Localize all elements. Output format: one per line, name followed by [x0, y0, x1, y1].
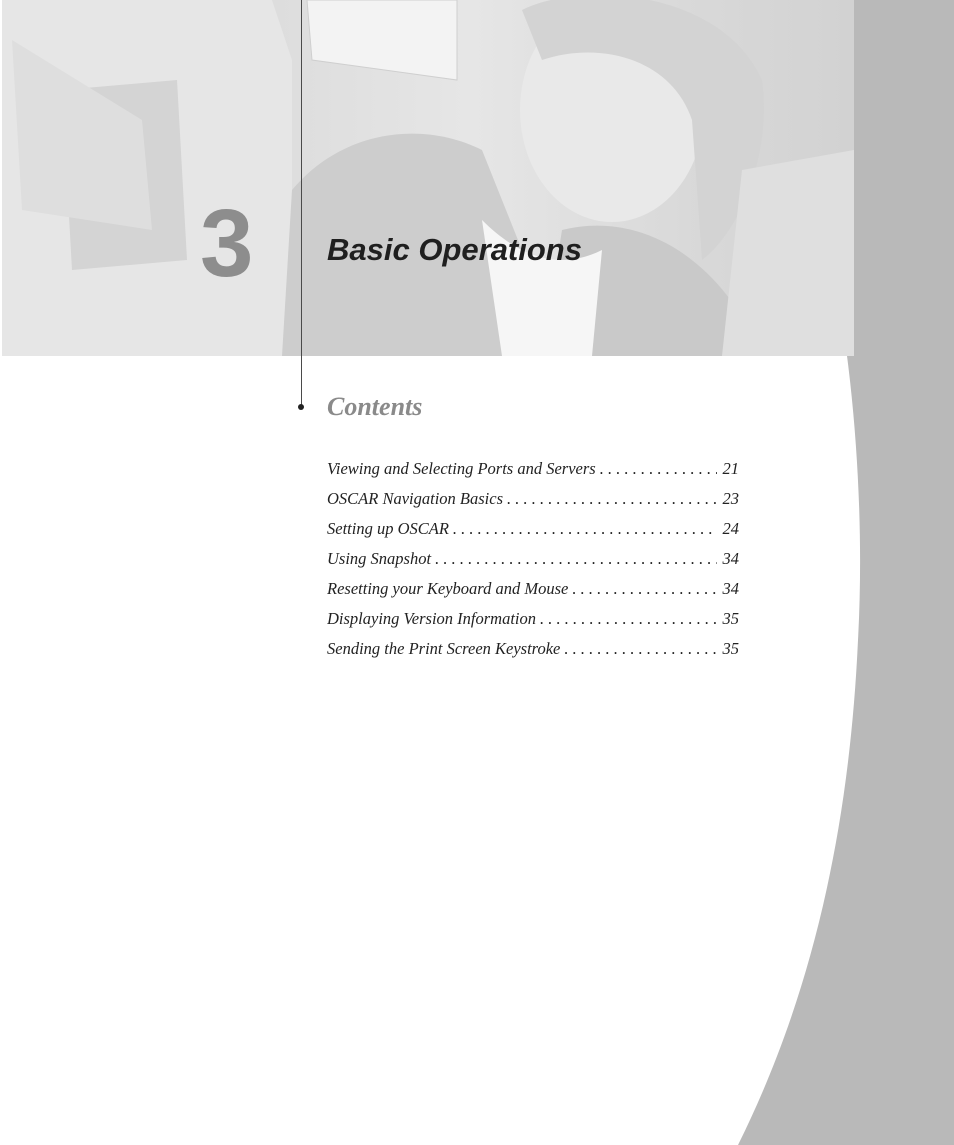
- toc-entry-title: Displaying Version Information: [327, 609, 536, 628]
- header-photo: [2, 0, 854, 356]
- toc-leader-dots: [507, 489, 717, 509]
- toc-entry-title: Resetting your Keyboard and Mouse: [327, 579, 569, 598]
- toc-leader-dots: [540, 609, 717, 629]
- toc-entry-snapshot[interactable]: [327, 549, 739, 579]
- toc-entry-ports-servers[interactable]: [327, 459, 739, 489]
- toc-entry-reset-keyboard-mouse[interactable]: [327, 579, 739, 609]
- toc-entry-title: Sending the Print Screen Keystroke: [327, 639, 561, 658]
- toc-entry-page: 35: [722, 639, 739, 658]
- toc-entry-title: Setting up OSCAR: [327, 519, 449, 538]
- toc-entry-page: 34: [722, 549, 739, 568]
- chapter-rule-line: [301, 0, 302, 407]
- toc-entry-title: OSCAR Navigation Basics: [327, 489, 503, 508]
- chapter-number: 3: [200, 190, 252, 297]
- rule-bullet-icon: [298, 404, 304, 410]
- toc-entry-version-info[interactable]: [327, 609, 739, 639]
- toc-entry-navigation-basics[interactable]: [327, 489, 739, 519]
- toc-leader-dots: [600, 459, 717, 479]
- toc-leader-dots: [453, 519, 717, 539]
- table-of-contents: [327, 459, 739, 669]
- toc-entry-page: 35: [722, 609, 739, 628]
- toc-entry-page: 23: [722, 489, 739, 508]
- toc-entry-title: Viewing and Selecting Ports and Servers: [327, 459, 596, 478]
- toc-entry-page: 24: [722, 519, 739, 538]
- toc-entry-title: Using Snapshot: [327, 549, 432, 568]
- toc-entry-setting-up[interactable]: [327, 519, 739, 549]
- toc-entry-page: 34: [722, 579, 739, 598]
- contents-heading: Contents: [327, 392, 423, 421]
- toc-leader-dots: [564, 639, 717, 659]
- toc-entry-page: 21: [722, 459, 739, 478]
- toc-entry-print-screen[interactable]: [327, 639, 739, 669]
- toc-leader-dots: [435, 549, 717, 569]
- chapter-title: Basic Operations: [327, 232, 582, 267]
- toc-leader-dots: [572, 579, 717, 599]
